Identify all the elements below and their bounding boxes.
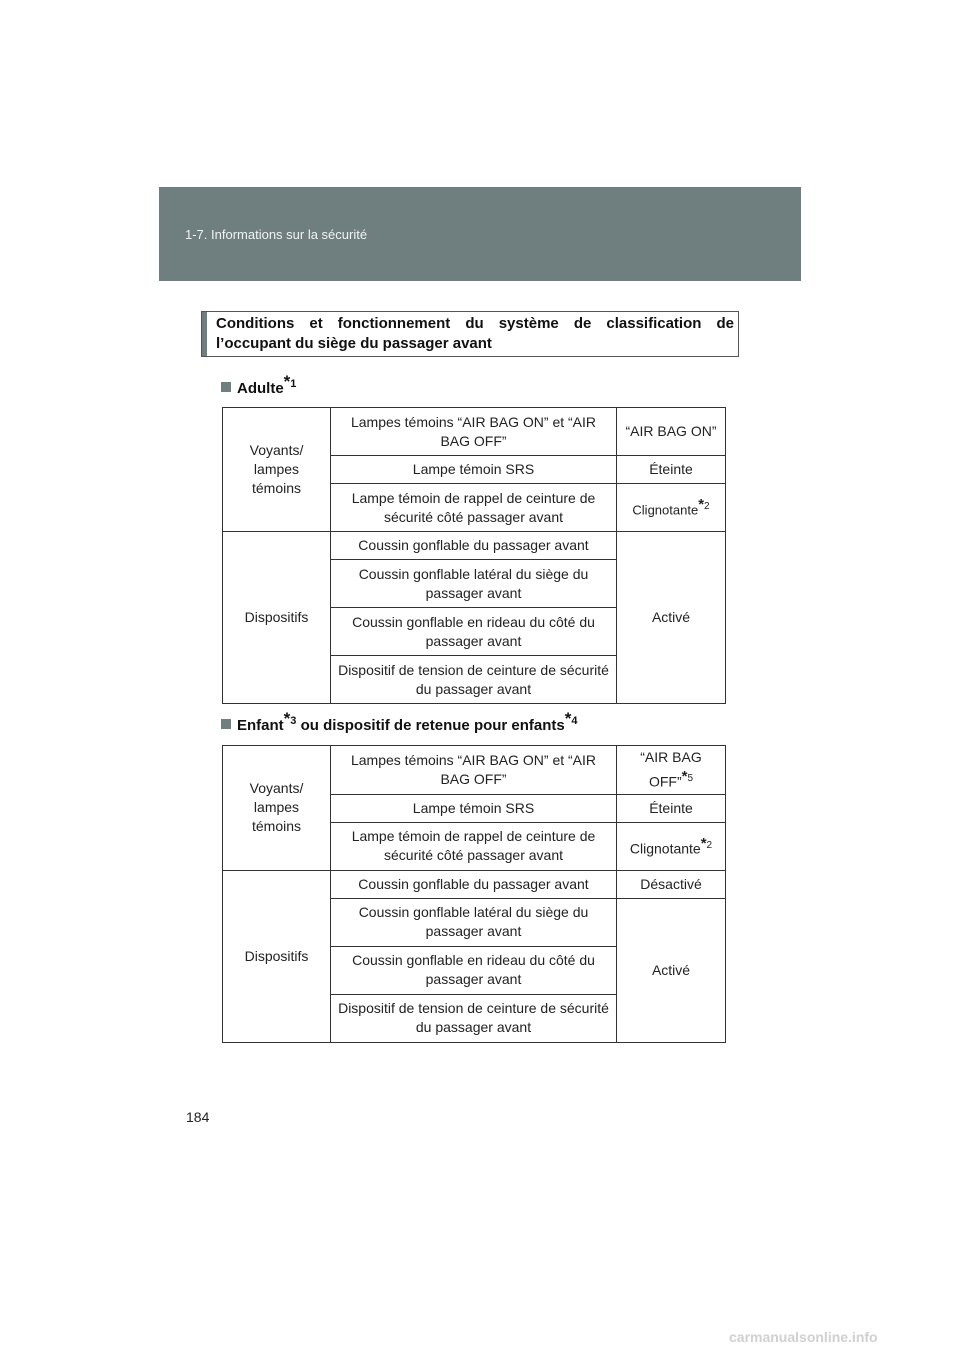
footnote-ref: 1 xyxy=(290,378,297,390)
devices-label: Dispositifs xyxy=(223,532,331,704)
child-table xyxy=(222,745,726,1043)
footnote-ref: 4 xyxy=(571,715,578,727)
footnote-star: * xyxy=(283,372,291,391)
section-heading: Conditions et fonctionnement du système de classification de l’occupant du siège du passager avant xyxy=(216,315,734,352)
devices-state: Activé xyxy=(617,532,726,704)
table-cell: Dispositif de tension de ceinture de sécurité du passager avant xyxy=(331,656,617,704)
section-title: 1-7. Informations sur la sécurité xyxy=(185,227,368,242)
devices-label: Dispositifs xyxy=(223,870,331,1042)
table-cell xyxy=(617,746,726,795)
adult-heading-text: Adulte xyxy=(237,380,284,397)
header-band xyxy=(159,187,801,281)
table-cell: Lampe témoin SRS xyxy=(331,456,617,484)
state-text: Clignotante xyxy=(632,502,699,518)
state-text: Clignotante xyxy=(629,840,701,857)
indicators-label: Voyants/ lampes témoins xyxy=(223,408,331,532)
table-cell: Lampe témoin SRS xyxy=(331,794,617,822)
table-cell: Lampes témoins “AIR BAG ON” et “AIR BAG OFF” xyxy=(331,408,617,456)
footnote-star: * xyxy=(564,709,572,728)
footnote-star: * xyxy=(681,768,688,785)
footnote-ref: 3 xyxy=(290,715,297,727)
child-heading-text: Enfant xyxy=(237,717,284,734)
footnote-ref: 2 xyxy=(704,501,710,513)
table-cell: Lampe témoin de rappel de ceinture de sécurité côté passager avant xyxy=(331,822,617,870)
square-bullet-icon xyxy=(221,719,231,729)
table-row xyxy=(223,532,726,560)
table-row xyxy=(223,746,726,795)
indicators-label: Voyants/ lampes témoins xyxy=(223,746,331,871)
devices-state: Activé xyxy=(617,898,726,1042)
first-device-state: Désactivé xyxy=(617,870,726,898)
table-cell: Dispositif de tension de ceinture de sécurité du passager avant xyxy=(331,994,617,1042)
table-cell: “AIR BAG ON” xyxy=(617,408,726,456)
table-cell xyxy=(617,484,726,532)
table-cell: Coussin gonflable en rideau du côté du passager avant xyxy=(331,608,617,656)
footnote-star: * xyxy=(698,496,705,514)
table-cell: Lampes témoins “AIR BAG ON” et “AIR BAG OFF” xyxy=(331,746,617,795)
watermark: carmanualsonline.info xyxy=(729,1329,878,1345)
footnote-ref: 2 xyxy=(706,839,713,851)
adult-heading xyxy=(221,372,296,397)
table-cell: Coussin gonflable latéral du siège du passager avant xyxy=(331,898,617,946)
square-bullet-icon xyxy=(221,382,231,392)
table-cell: Éteinte xyxy=(617,794,726,822)
section-heading-box xyxy=(201,311,739,357)
heading-accent-bar xyxy=(202,312,207,356)
table-cell: Lampe témoin de rappel de ceinture de sécurité côté passager avant xyxy=(331,484,617,532)
footnote-star: * xyxy=(283,709,291,728)
child-heading xyxy=(221,709,578,734)
footnote-star: * xyxy=(700,834,707,852)
adult-table xyxy=(222,407,726,704)
table-cell: Coussin gonflable du passager avant xyxy=(331,532,617,560)
table-cell: Éteinte xyxy=(617,456,726,484)
table-row xyxy=(223,408,726,456)
state-text: “AIR BAG OFF” xyxy=(640,749,702,790)
table-cell: Coussin gonflable du passager avant xyxy=(331,870,617,898)
page-number: 184 xyxy=(186,1109,210,1125)
table-cell xyxy=(617,822,726,870)
table-row xyxy=(223,870,726,898)
table-cell: Coussin gonflable latéral du siège du passager avant xyxy=(331,560,617,608)
footnote-ref: 5 xyxy=(687,773,694,784)
child-heading-text-b: ou dispositif de retenue pour enfants xyxy=(296,717,565,734)
table-cell: Coussin gonflable en rideau du côté du passager avant xyxy=(331,946,617,994)
